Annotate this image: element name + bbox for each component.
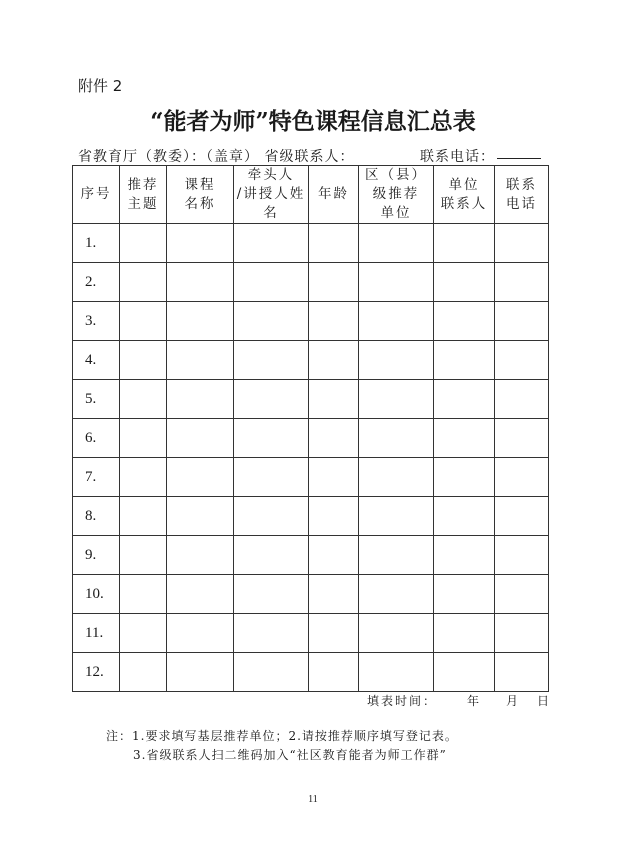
table-row: [73, 497, 549, 536]
blank-cell[interactable]: [234, 302, 309, 341]
table-row: [73, 341, 549, 380]
table-row: [73, 614, 549, 653]
blank-cell[interactable]: [495, 341, 549, 380]
blank-cell[interactable]: [495, 380, 549, 419]
column-header-text: 单位: [380, 205, 412, 221]
page-title: “能者为师”特色课程信息汇总表: [150, 108, 476, 135]
blank-cell[interactable]: [167, 458, 234, 497]
column-header-text: 牵头人: [247, 167, 295, 183]
blank-cell[interactable]: [234, 380, 309, 419]
column-header-text: 联系人: [440, 195, 488, 212]
blank-cell[interactable]: [309, 575, 359, 614]
blank-cell[interactable]: [495, 263, 549, 302]
blank-cell[interactable]: [309, 341, 359, 380]
blank-cell[interactable]: [167, 653, 234, 692]
blank-cell[interactable]: [434, 458, 495, 497]
row-number: 8.: [73, 497, 120, 536]
row-number: 10.: [73, 575, 120, 614]
blank-cell[interactable]: [120, 341, 167, 380]
blank-cell[interactable]: [120, 419, 167, 458]
column-header-text: 年龄: [318, 186, 349, 202]
blank-cell[interactable]: [167, 224, 234, 263]
blank-cell[interactable]: [434, 224, 495, 263]
blank-cell[interactable]: [234, 419, 309, 458]
blank-cell[interactable]: [234, 341, 309, 380]
blank-cell[interactable]: [167, 341, 234, 380]
blank-cell[interactable]: [495, 458, 549, 497]
blank-cell[interactable]: [120, 536, 167, 575]
blank-cell[interactable]: [495, 614, 549, 653]
column-header: [73, 166, 120, 224]
table-row: [73, 536, 549, 575]
blank-cell[interactable]: [309, 419, 359, 458]
table-row: [73, 263, 549, 302]
table-row: [73, 224, 549, 263]
blank-cell[interactable]: [495, 575, 549, 614]
blank-cell[interactable]: [434, 419, 495, 458]
blank-cell[interactable]: [309, 536, 359, 575]
blank-cell[interactable]: [434, 302, 495, 341]
row-number: 4.: [73, 341, 120, 380]
blank-cell[interactable]: [120, 458, 167, 497]
table-row: [73, 380, 549, 419]
column-header-text: 联系: [506, 176, 537, 193]
blank-cell[interactable]: [167, 614, 234, 653]
column-header: [434, 166, 495, 224]
column-header-text: 级推荐: [372, 186, 420, 202]
column-header: [167, 166, 234, 224]
column-header-text: 单位: [448, 176, 480, 193]
blank-cell[interactable]: [234, 224, 309, 263]
page-number: 11: [308, 794, 318, 805]
blank-cell[interactable]: [120, 575, 167, 614]
fill-date-year: 年: [467, 694, 480, 708]
note-line-1: 注：1.要求填写基层推荐单位；2.请按推荐顺序填写登记表。: [106, 729, 458, 743]
column-header: [120, 166, 167, 224]
blank-cell[interactable]: [359, 653, 434, 692]
column-header-text: 名: [263, 205, 279, 221]
blank-cell[interactable]: [434, 497, 495, 536]
row-number: 5.: [73, 380, 120, 419]
table-row: [73, 458, 549, 497]
blank-cell[interactable]: [359, 614, 434, 653]
blank-cell[interactable]: [120, 653, 167, 692]
blank-cell[interactable]: [359, 263, 434, 302]
column-header: [309, 166, 359, 224]
blank-cell[interactable]: [359, 458, 434, 497]
column-header-text: 区（县）: [365, 167, 427, 183]
blank-cell[interactable]: [309, 458, 359, 497]
column-header-text: 主题: [127, 195, 159, 212]
blank-cell[interactable]: [309, 263, 359, 302]
blank-cell[interactable]: [120, 380, 167, 419]
fill-date-label: 填表时间：: [367, 694, 438, 708]
blank-cell[interactable]: [309, 653, 359, 692]
column-header-text: 推荐: [127, 176, 159, 193]
blank-cell[interactable]: [495, 419, 549, 458]
blank-cell[interactable]: [434, 614, 495, 653]
row-number: 3.: [73, 302, 120, 341]
blank-cell[interactable]: [309, 380, 359, 419]
blank-cell[interactable]: [120, 263, 167, 302]
blank-cell[interactable]: [309, 224, 359, 263]
blank-cell[interactable]: [434, 263, 495, 302]
department-contact-label: 省教育厅（教委）：（盖章） 省级联系人：: [78, 149, 355, 165]
fill-date-month: 月: [506, 694, 519, 708]
blank-cell[interactable]: [359, 497, 434, 536]
fill-date-day: 日: [537, 694, 550, 708]
row-number: 11.: [73, 614, 120, 653]
blank-cell[interactable]: [167, 575, 234, 614]
blank-cell[interactable]: [167, 380, 234, 419]
row-number: 6.: [73, 419, 120, 458]
blank-cell[interactable]: [434, 536, 495, 575]
blank-cell[interactable]: [359, 302, 434, 341]
blank-cell[interactable]: [434, 653, 495, 692]
blank-cell[interactable]: [120, 302, 167, 341]
row-number: 12.: [73, 653, 120, 692]
blank-cell[interactable]: [359, 575, 434, 614]
column-header-text: 电话: [506, 195, 537, 212]
blank-cell[interactable]: [309, 302, 359, 341]
blank-cell[interactable]: [234, 497, 309, 536]
blank-cell[interactable]: [234, 575, 309, 614]
column-header-text: 序号: [80, 186, 112, 202]
blank-cell[interactable]: [359, 224, 434, 263]
blank-cell[interactable]: [234, 614, 309, 653]
blank-cell[interactable]: [120, 497, 167, 536]
row-number: 1.: [73, 224, 120, 263]
table-row: [73, 575, 549, 614]
attachment-label: 附件 2: [78, 77, 123, 95]
table-header-row: [73, 166, 549, 224]
blank-cell[interactable]: [234, 536, 309, 575]
blank-cell[interactable]: [234, 458, 309, 497]
note-line-2: 3.省级联系人扫二维码加入“社区教育能者为师工作群”: [133, 748, 447, 762]
blank-cell[interactable]: [495, 653, 549, 692]
blank-cell[interactable]: [167, 263, 234, 302]
blank-cell[interactable]: [434, 380, 495, 419]
blank-cell[interactable]: [359, 341, 434, 380]
row-number: 9.: [73, 536, 120, 575]
column-header: [495, 166, 549, 224]
blank-cell[interactable]: [495, 497, 549, 536]
course-summary-table: [72, 165, 549, 692]
blank-cell[interactable]: [167, 536, 234, 575]
blank-cell[interactable]: [167, 302, 234, 341]
blank-cell[interactable]: [495, 536, 549, 575]
blank-cell[interactable]: [359, 536, 434, 575]
table-row: [73, 419, 549, 458]
blank-cell[interactable]: [309, 497, 359, 536]
blank-cell[interactable]: [309, 614, 359, 653]
phone-blank-line: [497, 158, 541, 159]
column-header-text: 名称: [184, 195, 216, 212]
column-header: [359, 166, 434, 224]
column-header-text: /讲授人姓: [236, 186, 306, 202]
table-row: [73, 302, 549, 341]
blank-cell[interactable]: [495, 302, 549, 341]
column-header-text: 课程: [184, 176, 216, 193]
blank-cell[interactable]: [359, 380, 434, 419]
blank-cell[interactable]: [234, 653, 309, 692]
row-number: 2.: [73, 263, 120, 302]
blank-cell[interactable]: [234, 263, 309, 302]
row-number: 7.: [73, 458, 120, 497]
blank-cell[interactable]: [495, 224, 549, 263]
blank-cell[interactable]: [167, 419, 234, 458]
blank-cell[interactable]: [167, 497, 234, 536]
blank-cell[interactable]: [434, 575, 495, 614]
blank-cell[interactable]: [120, 224, 167, 263]
table-row: [73, 653, 549, 692]
column-header: [234, 166, 309, 224]
phone-label: 联系电话：: [420, 149, 495, 165]
blank-cell[interactable]: [359, 419, 434, 458]
blank-cell[interactable]: [120, 614, 167, 653]
blank-cell[interactable]: [434, 341, 495, 380]
